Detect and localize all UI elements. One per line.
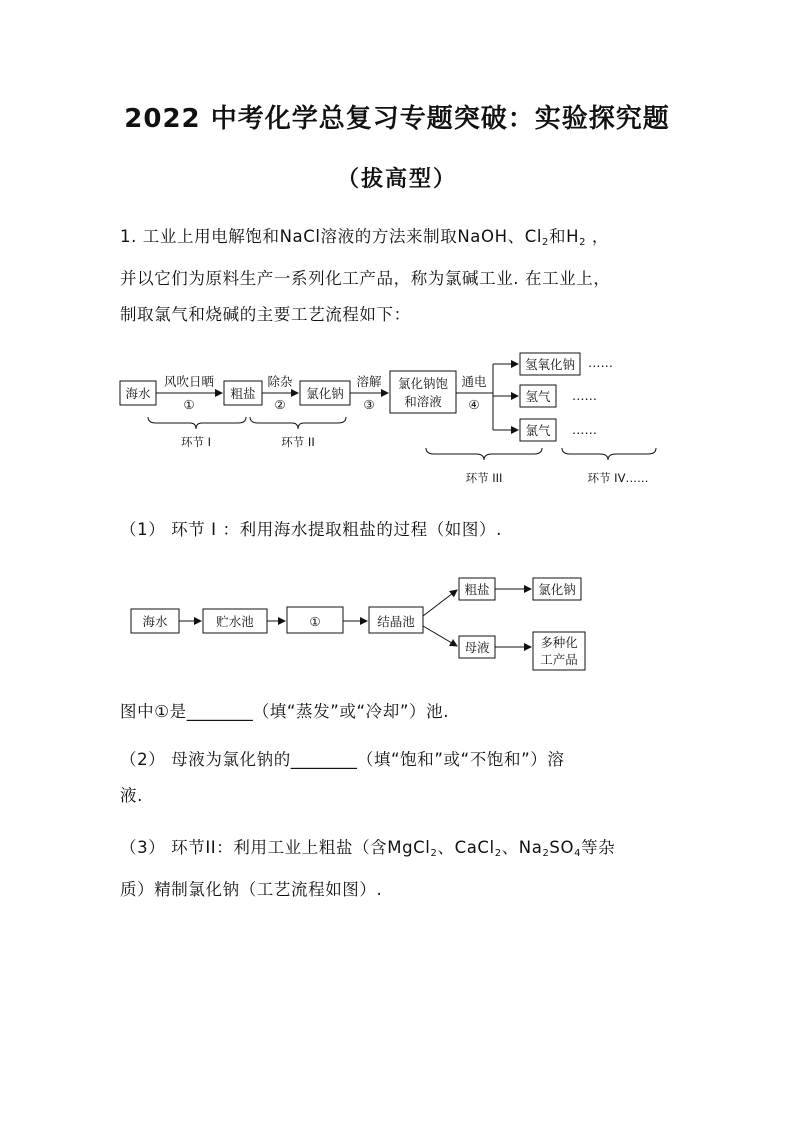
question-1-intro xyxy=(120,219,680,333)
label-naoh: 氢氧化钠 xyxy=(524,357,576,372)
brace-stage-1 xyxy=(148,417,246,429)
arrow-num-1: ① xyxy=(183,397,195,412)
label-crude-salt-2: 粗盐 xyxy=(464,582,490,597)
stage-label-2: 环节 II xyxy=(281,435,315,449)
label-chlorine: 氯气 xyxy=(525,423,551,438)
intro-line-2: 并以它们为原料生产一系列化工产品，称为氯碱工业. 在工业上， xyxy=(120,269,611,288)
brace-stage-2 xyxy=(250,417,346,429)
label-products-1: 多种化 xyxy=(540,635,578,650)
arrow-num-3: ③ xyxy=(363,397,375,412)
label-crude-salt: 粗盐 xyxy=(230,386,256,401)
label-nacl-2: 氯化钠 xyxy=(538,582,576,597)
label-seawater: 海水 xyxy=(125,386,151,401)
arrow-label-dissolve: 溶解 xyxy=(356,374,382,389)
label-mother-liquor: 母液 xyxy=(464,640,490,655)
label-products-2: 工产品 xyxy=(540,652,578,667)
arrow-label-purify: 除杂 xyxy=(267,374,293,389)
brace-stage-4 xyxy=(562,448,656,460)
label-saturated-2: 和溶液 xyxy=(404,394,442,409)
label-sodium-chloride: 氯化钠 xyxy=(306,386,344,401)
dots-2: …… xyxy=(572,388,597,403)
brace-stage-3 xyxy=(426,448,542,460)
sub-question-2: （2） 母液为氯化钠的________（填“饱和”或“不饱和”）溶 液. xyxy=(120,750,565,805)
sub-question-3: （3） 环节II：利用工业上粗盐（含MgCl$_2$、CaCl$_2$、$Na_2SO_4$等杂 质）精制氯化钠（工艺流程如图）. xyxy=(120,838,616,899)
stage-label-3: 环节 III xyxy=(465,471,503,485)
salt-extraction-diagram xyxy=(125,570,595,675)
label-hydrogen: 氢气 xyxy=(525,389,551,404)
intro-line-1: 1. 工业上用电解饱和NaCl溶液的方法来制取NaOH、$Cl_2$和$H_2$ ， xyxy=(120,227,609,248)
stage-label-1: 环节 I xyxy=(180,435,212,449)
arrow-num-2: ② xyxy=(274,397,286,412)
sub-question-1: （1） 环节 I ：利用海水提取粗盐的过程（如图）. xyxy=(120,520,502,539)
label-seawater-2: 海水 xyxy=(142,614,168,629)
arrow-num-4: ④ xyxy=(468,397,480,412)
answer-blank-2[interactable]: ________ xyxy=(290,750,357,769)
page-subtitle: （拔高型） xyxy=(336,167,457,192)
arrow-label-electrolysis: 通电 xyxy=(461,374,487,389)
label-crystallizer: 结晶池 xyxy=(377,614,415,629)
process-flow-diagram xyxy=(110,345,670,495)
intro-line-3: 制取氯气和烧碱的主要工艺流程如下： xyxy=(120,305,411,324)
dots-3: …… xyxy=(572,422,597,437)
fill-in-1: 图中①是________（填“蒸发”或“冷却”）池. xyxy=(120,702,450,721)
label-reservoir: 贮水池 xyxy=(216,614,254,629)
answer-blank-1[interactable]: ________ xyxy=(186,702,253,721)
arrow-label-sun: 风吹日晒 xyxy=(163,374,215,389)
label-pool-1: ① xyxy=(309,614,321,629)
dots-1: …… xyxy=(588,355,613,370)
stage-label-4: 环节 IV…… xyxy=(587,471,649,485)
page-title: 2022 中考化学总复习专题突破：实验探究题 xyxy=(124,104,670,134)
label-saturated-1: 氯化钠饱 xyxy=(397,376,449,391)
